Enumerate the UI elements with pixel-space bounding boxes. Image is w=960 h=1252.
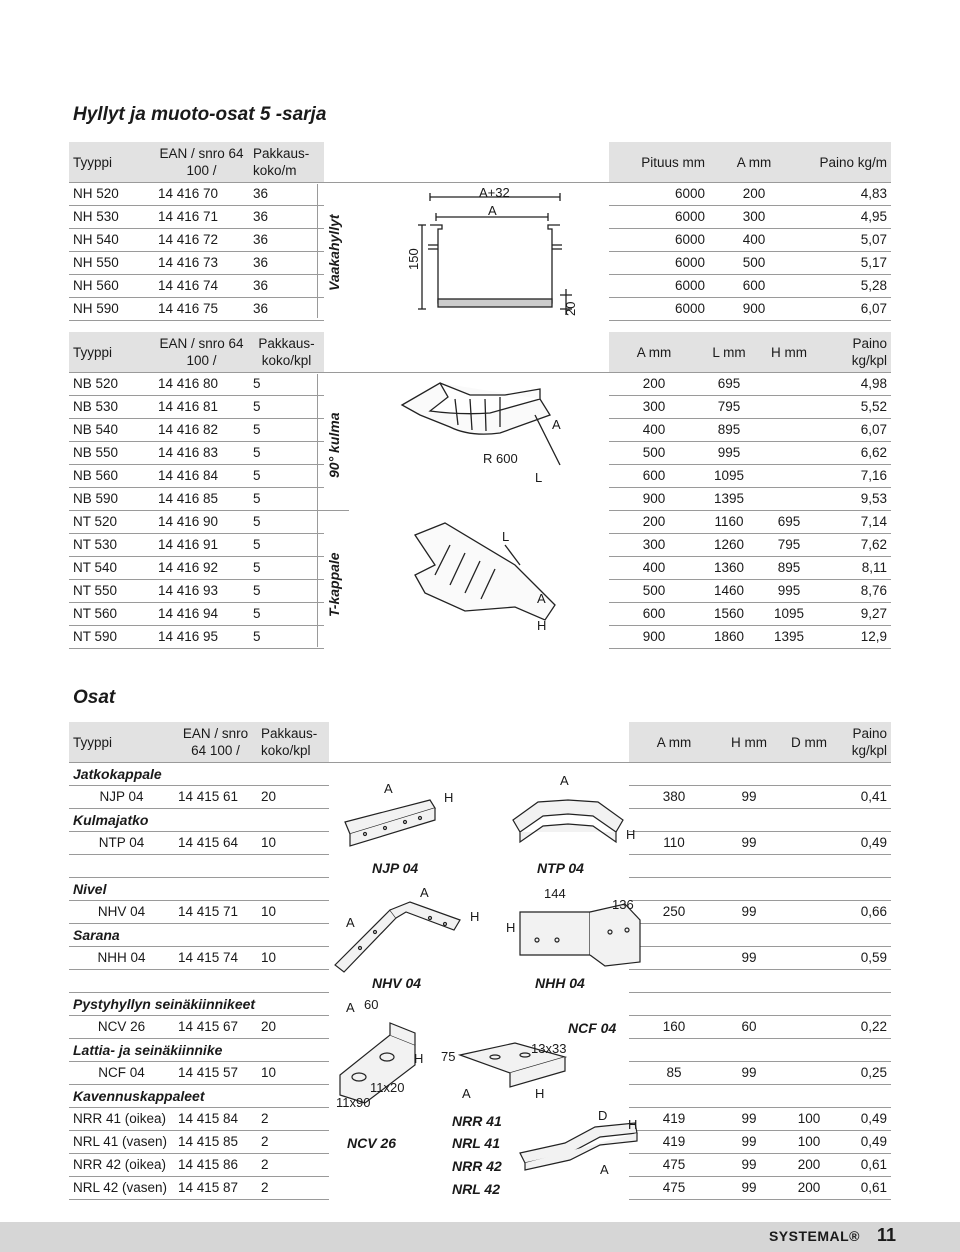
cell-ean: 14 416 92 (154, 557, 249, 580)
cell-weight: 5,28 (799, 275, 891, 298)
cell-ean: 14 415 61 (174, 786, 257, 809)
cell-type: NB 590 (69, 488, 154, 511)
cell-d: 100 (779, 1131, 839, 1154)
nrl41-label: NRL 41 (452, 1135, 500, 1151)
cell-ean: 14 416 75 (154, 298, 249, 321)
cell-pack: 5 (249, 373, 324, 396)
cell-d (779, 1062, 839, 1085)
dim-label: A (346, 915, 355, 930)
cell-weight: 7,14 (819, 511, 891, 534)
col-weight: Paino kg/kpl (819, 332, 891, 373)
cell-type: NT 520 (69, 511, 154, 534)
cell-h: 99 (719, 1154, 779, 1177)
section-label: Jatkokappale (69, 763, 329, 786)
cell-l: 795 (699, 396, 759, 419)
table-row (69, 901, 891, 924)
col-pack: Pakkaus- koko/m (249, 142, 324, 183)
cell-h (759, 465, 819, 488)
cell-type: NCV 26 (69, 1016, 174, 1039)
cell-a: 300 (709, 206, 799, 229)
cell-length: 6000 (609, 206, 709, 229)
nhv-label: NHV 04 (372, 975, 422, 991)
cell-type: NRR 41 (oikea) (69, 1108, 174, 1131)
cell-h: 99 (719, 901, 779, 924)
cell-type: NHH 04 (69, 947, 174, 970)
cell-h (759, 419, 819, 442)
cell-ean: 14 416 82 (154, 419, 249, 442)
cell-pack: 20 (257, 786, 329, 809)
cell-pack: 5 (249, 488, 324, 511)
cell-length: 6000 (609, 275, 709, 298)
cell-weight: 4,95 (799, 206, 891, 229)
page-number: 11 (876, 1225, 896, 1245)
cell-weight: 0,49 (839, 1108, 891, 1131)
dim-label: L (535, 470, 543, 485)
cell-a: 400 (609, 557, 699, 580)
table-header (69, 722, 891, 763)
dim-label: H (535, 1086, 545, 1101)
nhh-label: NHH 04 (535, 975, 585, 991)
cell-ean: 14 415 57 (174, 1062, 257, 1085)
cell-type: NB 540 (69, 419, 154, 442)
cell-h (759, 442, 819, 465)
cell-pack: 5 (249, 465, 324, 488)
cell-h: 1095 (759, 603, 819, 626)
section-header (69, 924, 891, 947)
tee-drawing (405, 515, 575, 640)
spacer-row (69, 970, 891, 993)
dim-label: H (470, 909, 480, 924)
cell-a: 300 (609, 534, 699, 557)
cell-ean: 14 416 95 (154, 626, 249, 649)
dim-label: 11x20 (370, 1080, 405, 1095)
njp-label: NJP 04 (372, 860, 419, 876)
cell-l: 1460 (699, 580, 759, 603)
osat-title: Osat (73, 687, 116, 708)
cell-h: 795 (759, 534, 819, 557)
cell-a: 600 (609, 603, 699, 626)
col-a: A mm (629, 722, 719, 763)
table-header (69, 142, 891, 183)
cell-pack: 5 (249, 511, 324, 534)
cell-weight: 12,9 (819, 626, 891, 649)
cell-type: NT 540 (69, 557, 154, 580)
cell-type: NH 560 (69, 275, 154, 298)
cell-ean: 14 416 73 (154, 252, 249, 275)
cell-h: 99 (719, 947, 779, 970)
cell-type: NRL 41 (vasen) (69, 1131, 174, 1154)
dim-label: L (502, 529, 510, 544)
cell-length: 6000 (609, 298, 709, 321)
col-weight: Paino kg/m (799, 142, 891, 183)
cell-weight: 8,76 (819, 580, 891, 603)
cell-h: 995 (759, 580, 819, 603)
cell-a: 250 (629, 901, 719, 924)
cell-type: NT 560 (69, 603, 154, 626)
cell-pack: 5 (249, 603, 324, 626)
cell-type: NH 520 (69, 183, 154, 206)
table-row (69, 786, 891, 809)
cell-ean: 14 415 71 (174, 901, 257, 924)
cell-weight: 4,98 (819, 373, 891, 396)
cell-a: 200 (709, 183, 799, 206)
cell-a: 500 (609, 580, 699, 603)
cell-a: 500 (709, 252, 799, 275)
cell-ean: 14 416 84 (154, 465, 249, 488)
cell-d (779, 832, 839, 855)
cell-a: 200 (609, 373, 699, 396)
table-header (69, 332, 891, 373)
cell-d (779, 947, 839, 970)
cell-pack: 5 (249, 534, 324, 557)
cell-type: NB 530 (69, 396, 154, 419)
dim-label: R 600 (483, 451, 518, 466)
dim-label: A (560, 773, 569, 788)
cell-type: NTP 04 (69, 832, 174, 855)
nhv-drawing (330, 890, 470, 975)
brand-logo: SYSTEMAL® (768, 1228, 860, 1244)
cell-l: 1395 (699, 488, 759, 511)
cell-type: NB 550 (69, 442, 154, 465)
bend-90-drawing (400, 375, 580, 495)
dim-label: H (626, 827, 636, 842)
cell-l: 1860 (699, 626, 759, 649)
cell-type: NRR 42 (oikea) (69, 1154, 174, 1177)
dim-label: 144 (544, 886, 566, 901)
cell-a: 419 (629, 1108, 719, 1131)
cell-pack: 2 (257, 1177, 329, 1200)
cell-pack: 36 (249, 206, 324, 229)
col-type: Tyyppi (69, 142, 154, 183)
cell-type: NB 520 (69, 373, 154, 396)
cell-l: 695 (699, 373, 759, 396)
cell-ean: 14 416 70 (154, 183, 249, 206)
nrl42-label: NRL 42 (452, 1181, 500, 1197)
cell-weight: 0,49 (839, 1131, 891, 1154)
cell-pack: 36 (249, 298, 324, 321)
cell-type: NH 530 (69, 206, 154, 229)
dim-label: D (598, 1108, 608, 1123)
cell-a: 475 (629, 1177, 719, 1200)
cell-h (759, 488, 819, 511)
dim-label: 75 (441, 1049, 456, 1064)
cell-weight: 5,17 (799, 252, 891, 275)
cell-ean: 14 415 74 (174, 947, 257, 970)
cell-h: 99 (719, 1062, 779, 1085)
col-ean: EAN / snro 64 100 / (154, 332, 249, 373)
cell-ean: 14 416 90 (154, 511, 249, 534)
dim-label: 13x33 (531, 1041, 567, 1056)
cell-pack: 36 (249, 252, 324, 275)
cell-weight: 0,22 (839, 1016, 891, 1039)
cell-d (779, 901, 839, 924)
cell-type: NCF 04 (69, 1062, 174, 1085)
cell-a: 900 (609, 488, 699, 511)
cell-l: 1095 (699, 465, 759, 488)
cell-type: NH 540 (69, 229, 154, 252)
cell-a: 110 (629, 832, 719, 855)
dim-label: A (537, 591, 546, 606)
cell-pack: 5 (249, 557, 324, 580)
cell-pack: 5 (249, 419, 324, 442)
section-label-t-kappale: T-kappale (326, 552, 342, 617)
cell-weight: 9,27 (819, 603, 891, 626)
cell-pack: 5 (249, 626, 324, 649)
cell-ean: 14 416 83 (154, 442, 249, 465)
cell-pack: 10 (257, 901, 329, 924)
dim-label: 11x90 (336, 1095, 371, 1110)
cell-ean: 14 416 93 (154, 580, 249, 603)
cell-ean: 14 416 91 (154, 534, 249, 557)
cell-weight: 0,49 (839, 832, 891, 855)
cell-type: NB 560 (69, 465, 154, 488)
cell-a: 400 (609, 419, 699, 442)
njp-drawing (340, 790, 450, 850)
section-header (69, 878, 891, 901)
dim-label: A (488, 203, 497, 218)
cell-a: 300 (609, 396, 699, 419)
dim-label: A (346, 1000, 355, 1015)
cell-d: 100 (779, 1108, 839, 1131)
cell-a: 200 (609, 511, 699, 534)
cell-ean: 14 415 64 (174, 832, 257, 855)
col-a: A mm (609, 332, 699, 373)
cell-weight: 6,07 (799, 298, 891, 321)
section-header (69, 763, 891, 786)
dim-label: H (506, 920, 516, 935)
cell-weight: 0,66 (839, 901, 891, 924)
cell-type: NH 590 (69, 298, 154, 321)
cell-ean: 14 416 85 (154, 488, 249, 511)
cell-weight: 6,62 (819, 442, 891, 465)
ncv-label: NCV 26 (347, 1135, 397, 1151)
cell-a: 419 (629, 1131, 719, 1154)
dim-label: H (444, 790, 454, 805)
col-ean: EAN / snro 64 100 / (154, 142, 249, 183)
cell-pack: 36 (249, 183, 324, 206)
cell-pack: 5 (249, 580, 324, 603)
cell-pack: 2 (257, 1108, 329, 1131)
cell-h (759, 373, 819, 396)
cell-d (779, 1016, 839, 1039)
cell-ean: 14 416 94 (154, 603, 249, 626)
cell-ean: 14 415 85 (174, 1131, 257, 1154)
dim-label: A (552, 417, 561, 432)
tray-cross-section-drawing (400, 185, 600, 320)
cell-type: NHV 04 (69, 901, 174, 924)
cell-h (759, 396, 819, 419)
cell-ean: 14 416 80 (154, 373, 249, 396)
section-header (69, 993, 891, 1016)
cell-a: 900 (609, 626, 699, 649)
cell-weight: 7,16 (819, 465, 891, 488)
cell-d: 200 (779, 1177, 839, 1200)
cell-a: 500 (609, 442, 699, 465)
dim-label: 136 (612, 897, 634, 912)
section-label: Lattia- ja seinäkiinnike (69, 1039, 329, 1062)
cell-weight: 0,41 (839, 786, 891, 809)
cell-ean: 14 415 67 (174, 1016, 257, 1039)
dim-label: A (420, 885, 429, 900)
dim-label: 150 (406, 248, 421, 270)
cell-ean: 14 416 74 (154, 275, 249, 298)
cell-pack: 10 (257, 947, 329, 970)
cell-pack: 5 (249, 396, 324, 419)
col-l: L mm (699, 332, 759, 373)
col-pack: Pakkaus- koko/kpl (257, 722, 329, 763)
dim-label: 20 (563, 301, 578, 316)
section-label: Sarana (69, 924, 329, 947)
cell-h: 1395 (759, 626, 819, 649)
cell-type: NT 590 (69, 626, 154, 649)
cell-l: 995 (699, 442, 759, 465)
dim-label: H (628, 1117, 638, 1132)
ncf-label: NCF 04 (568, 1020, 617, 1036)
col-type: Tyyppi (69, 722, 174, 763)
cell-type: NT 550 (69, 580, 154, 603)
spacer-row (69, 855, 891, 878)
cell-h: 99 (719, 786, 779, 809)
section-label: Nivel (69, 878, 329, 901)
cell-d: 200 (779, 1154, 839, 1177)
cell-weight: 0,59 (839, 947, 891, 970)
cell-pack: 10 (257, 832, 329, 855)
cell-a: 600 (609, 465, 699, 488)
cell-ean: 14 415 87 (174, 1177, 257, 1200)
cell-h: 60 (719, 1016, 779, 1039)
col-length: Pituus mm (609, 142, 709, 183)
cell-h: 99 (719, 1131, 779, 1154)
nrr42-label: NRR 42 (452, 1158, 502, 1174)
cell-h: 895 (759, 557, 819, 580)
cell-pack: 10 (257, 1062, 329, 1085)
cell-weight: 0,25 (839, 1062, 891, 1085)
ntp-drawing (508, 790, 628, 850)
dim-label: A (462, 1086, 471, 1101)
cell-weight: 6,07 (819, 419, 891, 442)
cell-length: 6000 (609, 252, 709, 275)
cell-a: 380 (629, 786, 719, 809)
col-ean: EAN / snro 64 100 / (174, 722, 257, 763)
cell-a: 475 (629, 1154, 719, 1177)
reducer-drawing (515, 1115, 645, 1175)
section-label: Kavennuskappaleet (69, 1085, 329, 1108)
section-header (69, 809, 891, 832)
cell-l: 1360 (699, 557, 759, 580)
cell-l: 1260 (699, 534, 759, 557)
dim-label: H (414, 1051, 424, 1066)
cell-length: 6000 (609, 183, 709, 206)
cell-ean: 14 415 86 (174, 1154, 257, 1177)
cell-h: 695 (759, 511, 819, 534)
cell-weight: 0,61 (839, 1154, 891, 1177)
cell-l: 1160 (699, 511, 759, 534)
cell-a: 85 (629, 1062, 719, 1085)
table-row (69, 947, 891, 970)
dim-label: H (537, 618, 547, 633)
cell-d (779, 786, 839, 809)
cell-weight: 9,53 (819, 488, 891, 511)
cell-pack: 36 (249, 229, 324, 252)
section-label-vaakahyllyt: Vaakahyllyt (326, 214, 342, 291)
cell-pack: 20 (257, 1016, 329, 1039)
cell-pack: 36 (249, 275, 324, 298)
cell-type: NT 530 (69, 534, 154, 557)
cell-a: 400 (709, 229, 799, 252)
cell-h: 99 (719, 1108, 779, 1131)
cell-h: 99 (719, 1177, 779, 1200)
cell-a: 600 (709, 275, 799, 298)
page-title: Hyllyt ja muoto-osat 5 -sarja (73, 104, 327, 125)
dim-label: 60 (364, 997, 379, 1012)
cell-weight: 0,61 (839, 1177, 891, 1200)
cell-ean: 14 416 72 (154, 229, 249, 252)
dim-label: A (600, 1162, 609, 1177)
cell-ean: 14 416 81 (154, 396, 249, 419)
cell-pack: 2 (257, 1131, 329, 1154)
cell-type: NRL 42 (vasen) (69, 1177, 174, 1200)
col-a: A mm (709, 142, 799, 183)
col-type: Tyyppi (69, 332, 154, 373)
cell-type: NJP 04 (69, 786, 174, 809)
section-label: Kulmajatko (69, 809, 329, 832)
cell-pack: 5 (249, 442, 324, 465)
cell-a: 160 (629, 1016, 719, 1039)
cell-weight: 4,83 (799, 183, 891, 206)
dim-label: A+32 (479, 185, 510, 200)
table-row (69, 832, 891, 855)
section-label: Pystyhyllyn seinäkiinnikeet (69, 993, 329, 1016)
cell-weight: 8,11 (819, 557, 891, 580)
col-h: H mm (759, 332, 819, 373)
cell-weight: 5,52 (819, 396, 891, 419)
cell-h: 99 (719, 832, 779, 855)
col-pack: Pakkaus- koko/kpl (249, 332, 324, 373)
cell-ean: 14 416 71 (154, 206, 249, 229)
cell-type: NH 550 (69, 252, 154, 275)
cell-l: 1560 (699, 603, 759, 626)
cell-weight: 5,07 (799, 229, 891, 252)
col-d: D mm (779, 722, 839, 763)
col-weight: Paino kg/kpl (839, 722, 891, 763)
ntp-label: NTP 04 (537, 860, 584, 876)
col-h: H mm (719, 722, 779, 763)
cell-ean: 14 415 84 (174, 1108, 257, 1131)
cell-a: 900 (709, 298, 799, 321)
nrr41-label: NRR 41 (452, 1113, 502, 1129)
cell-l: 895 (699, 419, 759, 442)
cell-weight: 7,62 (819, 534, 891, 557)
dim-label: A (384, 781, 393, 796)
cell-pack: 2 (257, 1154, 329, 1177)
section-label-90-kulma: 90° kulma (326, 412, 342, 478)
cell-length: 6000 (609, 229, 709, 252)
